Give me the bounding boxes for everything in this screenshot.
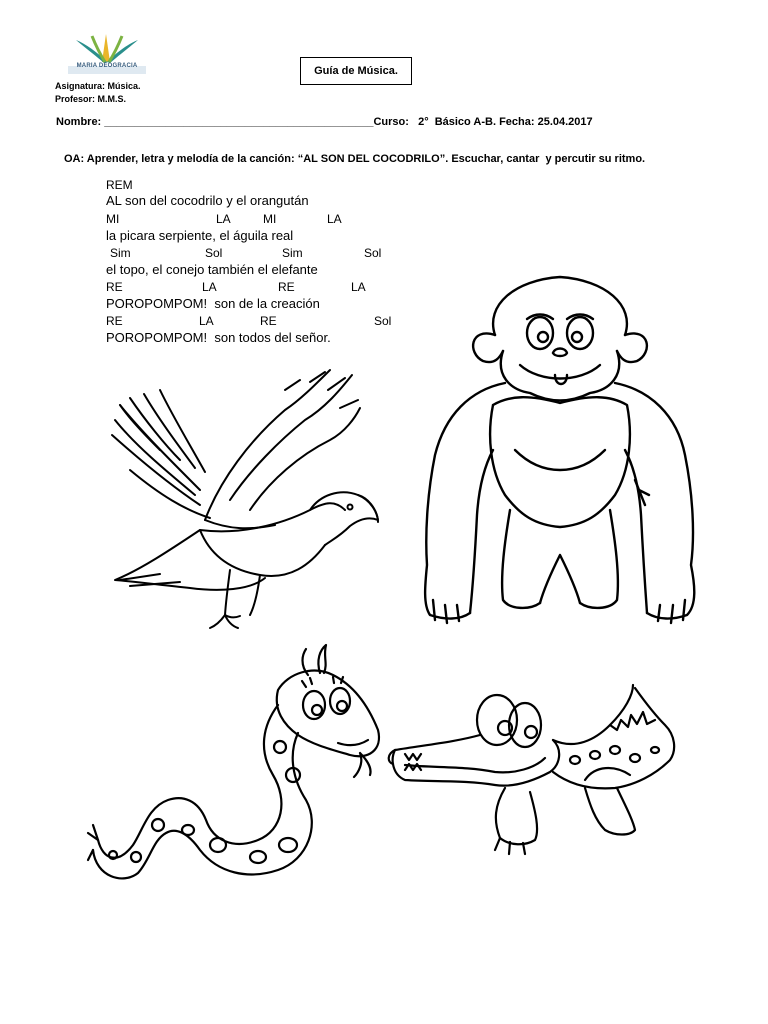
chord: Sol (205, 246, 223, 260)
chord: RE (106, 280, 123, 294)
eagle-drawing (100, 360, 390, 635)
lyric-line: el topo, el conejo también el elefante (106, 262, 318, 277)
lyric-line: AL son del cocodrilo y el orangután (106, 193, 309, 208)
chord: MI (106, 212, 120, 226)
chord: RE (260, 314, 277, 328)
chord: RE (278, 280, 295, 294)
song-lyrics (106, 178, 426, 358)
chord: Sol (374, 314, 392, 328)
chord: LA (327, 212, 342, 226)
student-info-line: Nombre: ____________________________________________Curso: 2° Básico A-B. Fecha: 25.04.2017 (56, 116, 593, 128)
teacher-label: Profesor: M.M.S. (55, 94, 127, 104)
subject-label: Asignatura: Música. (55, 81, 141, 91)
chord: LA (351, 280, 366, 294)
chord: REM (106, 178, 133, 192)
chord: LA (199, 314, 214, 328)
chord: Sol (364, 246, 382, 260)
gorilla-drawing (415, 265, 705, 635)
page-title: Guía de Música. (300, 57, 412, 85)
lyric-line: POROPOMPOM! son todos del señor. (106, 330, 331, 345)
crocodile-drawing (385, 680, 685, 870)
lyric-line: POROPOMPOM! son de la creación (106, 296, 320, 311)
logo-text: MARIA DEOGRACIA (76, 63, 138, 69)
chord: Sim (282, 246, 303, 260)
chord: Sim (110, 246, 131, 260)
chord: LA (202, 280, 217, 294)
lyric-line: la picara serpiente, el águila real (106, 228, 294, 243)
chord: RE (106, 314, 123, 328)
learning-objective: OA: Aprender, letra y melodía de la canción: “AL SON DEL COCODRILO”. Escuchar, cantar y percutir su ritmo. (64, 153, 646, 165)
chord: LA (216, 212, 231, 226)
snake-drawing (88, 635, 388, 880)
chord: MI (263, 212, 277, 226)
